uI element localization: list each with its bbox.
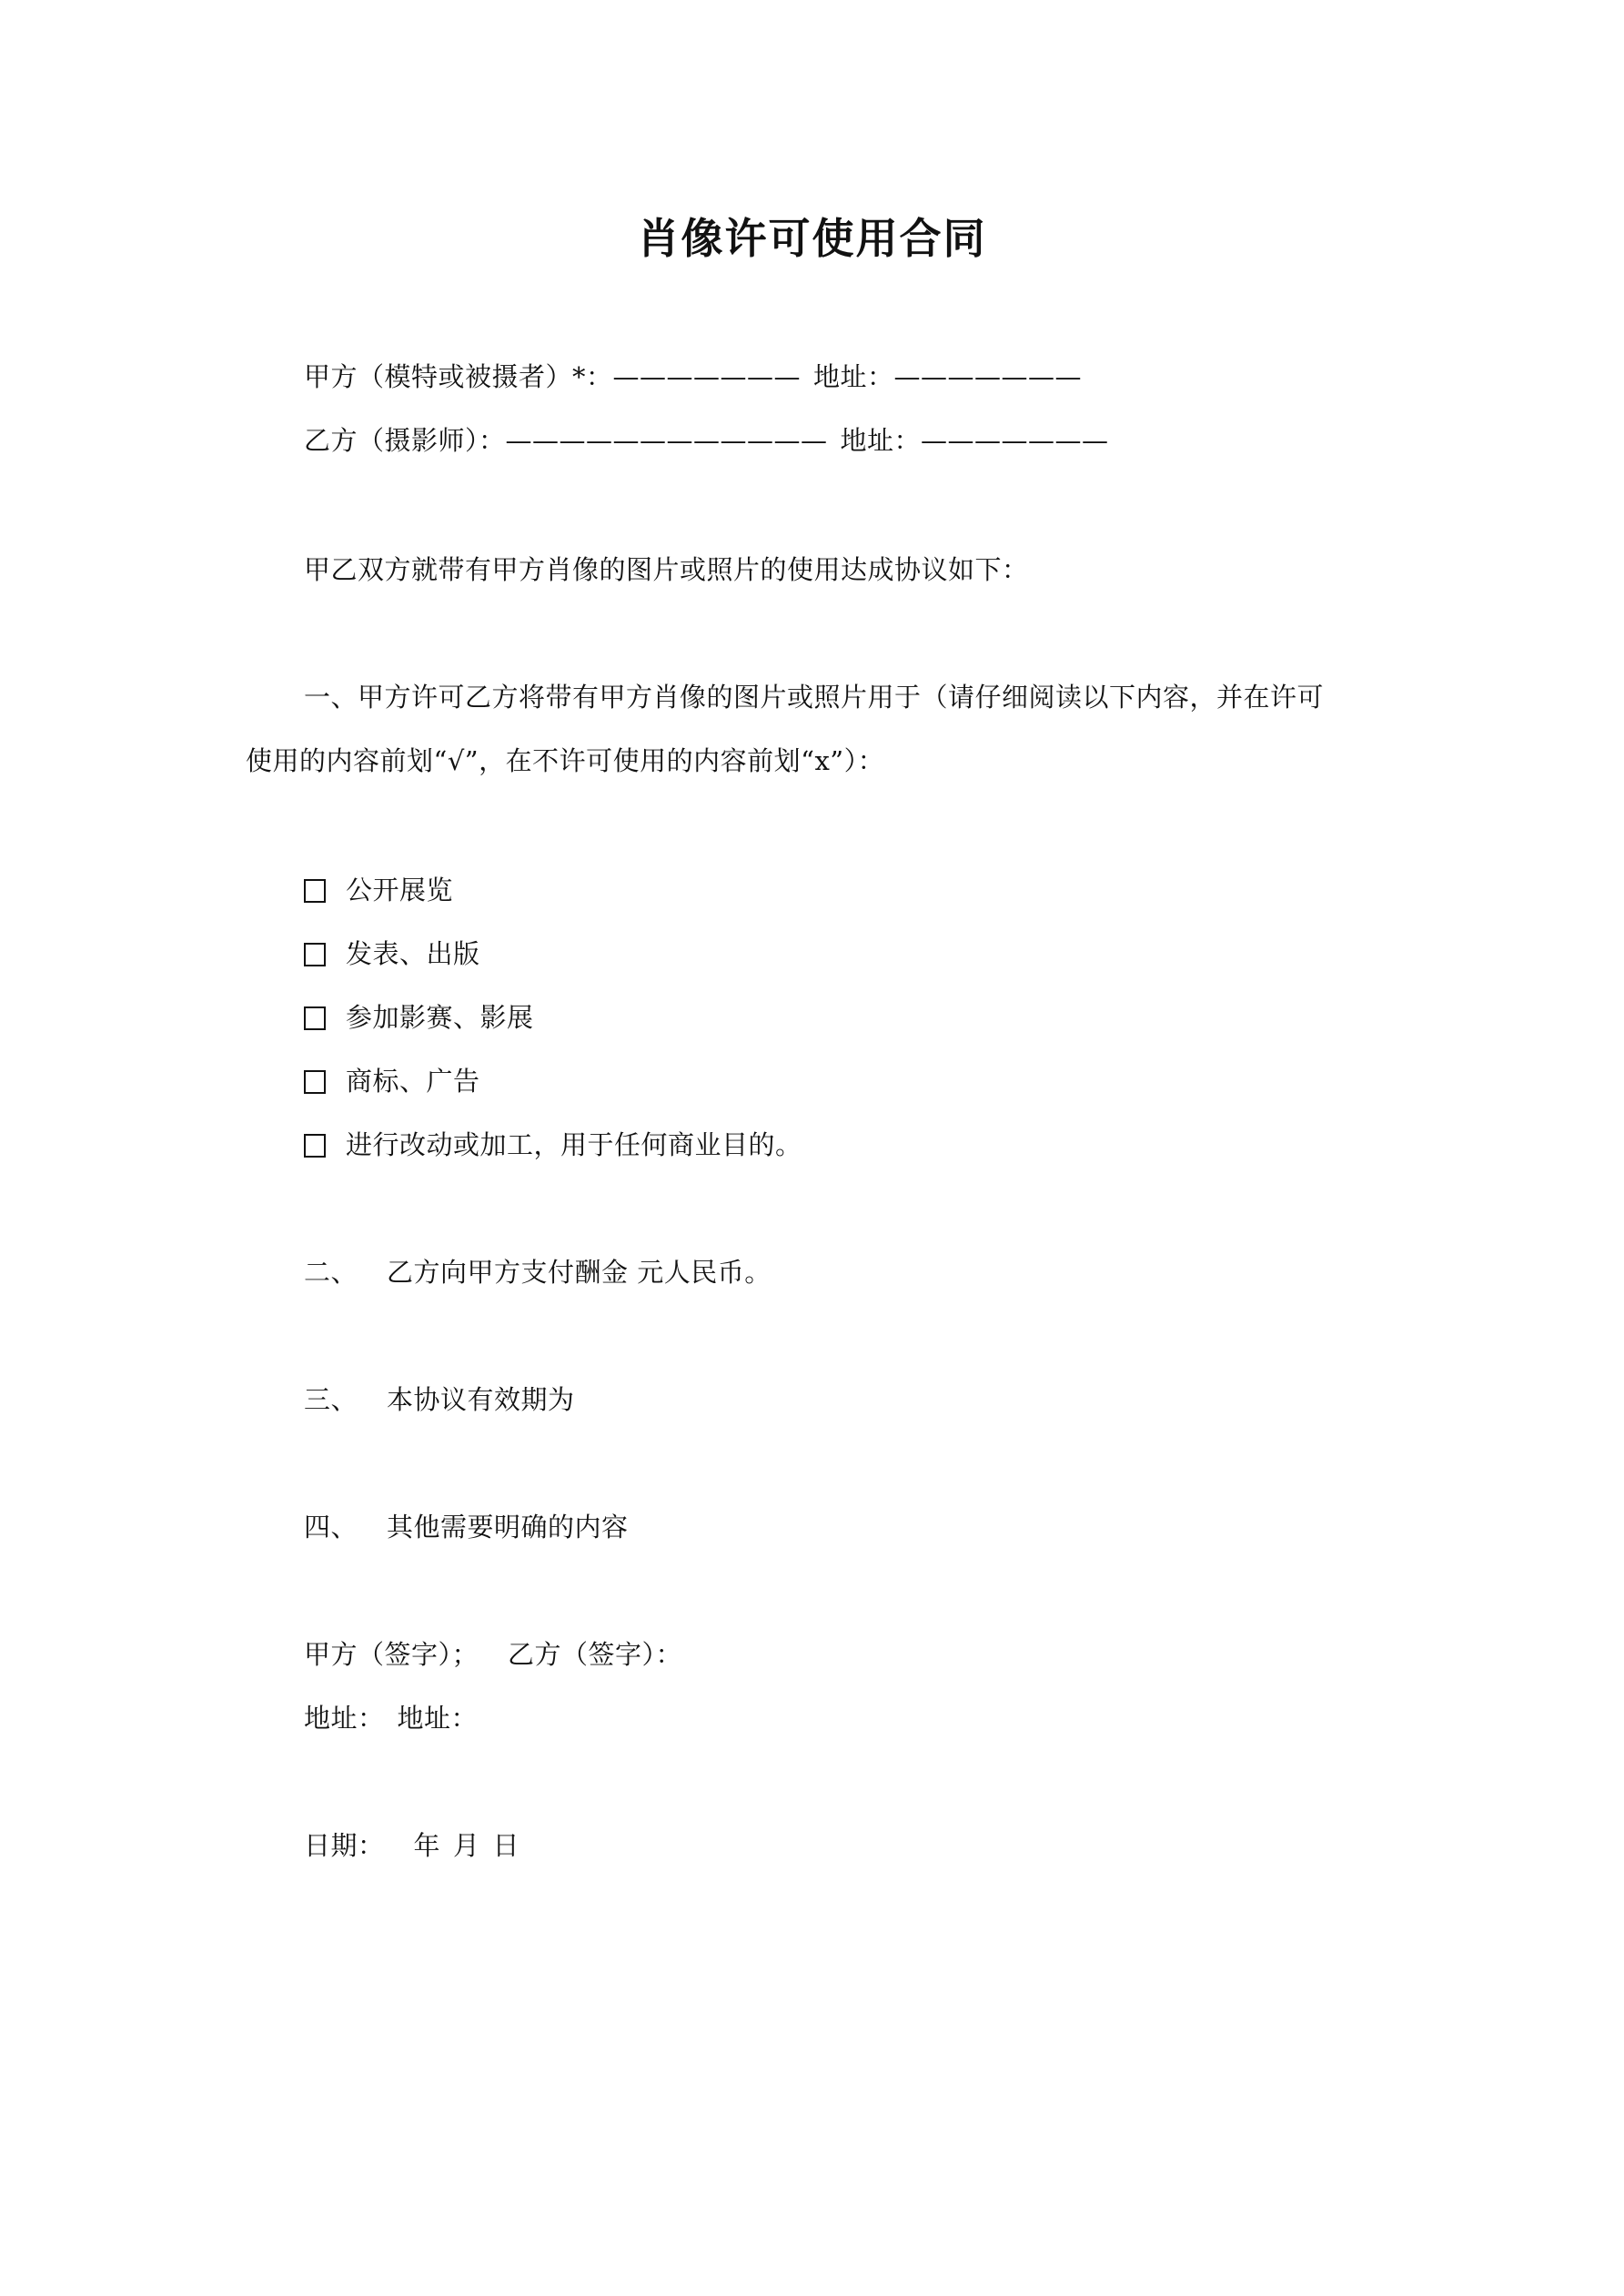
checkbox[interactable]	[304, 879, 326, 903]
party-a-blank: ———————	[612, 361, 802, 392]
party-a-label: 甲方（模特或被摄者）*：	[304, 361, 613, 392]
date-line	[304, 1829, 519, 1862]
option-label: 商标、广告	[346, 1066, 480, 1097]
checkbox[interactable]	[304, 943, 326, 966]
clause-2-number: 二、	[304, 1257, 358, 1288]
date-year: 年	[413, 1830, 441, 1861]
option-label: 公开展览	[346, 875, 454, 905]
checkbox[interactable]	[304, 1070, 326, 1094]
clause-4-number: 四、	[304, 1512, 358, 1542]
checkbox[interactable]	[304, 1134, 326, 1158]
party-a-address-label: 地址：	[813, 361, 894, 392]
option-item[interactable]	[304, 1065, 480, 1097]
clause-4	[304, 1511, 629, 1543]
date-month: 月	[453, 1830, 480, 1861]
party-b-address-label: 地址：	[840, 425, 922, 456]
clause-3-text: 本协议有效期为	[387, 1384, 575, 1415]
party-b-line	[304, 424, 1109, 457]
signature-address-line	[304, 1702, 478, 1735]
party-b-label: 乙方（摄影师）：	[304, 425, 506, 456]
clause-1-line-1: 一、甲方许可乙方将带有甲方肖像的图片或照片用于（请仔细阅读以下内容，并在许可	[304, 682, 1325, 713]
party-a-signature-label: 甲方（签字）；	[304, 1639, 479, 1670]
option-label: 进行改动或加工，用于任何商业目的。	[346, 1129, 802, 1160]
party-a-address-sign-label: 地址：	[304, 1703, 385, 1734]
intro-paragraph: 甲乙双方就带有甲方肖像的图片或照片的使用达成协议如下：	[304, 554, 1029, 585]
party-a-line	[304, 360, 1082, 393]
option-label: 发表、出版	[346, 938, 480, 969]
checkbox[interactable]	[304, 1006, 326, 1030]
date-day: 日	[492, 1830, 520, 1861]
option-item[interactable]	[304, 874, 453, 906]
document-title: 肖像许可使用合同	[637, 214, 987, 263]
signature-line	[304, 1638, 682, 1671]
option-item[interactable]	[304, 937, 480, 970]
party-b-address-blank: ———————	[921, 425, 1109, 456]
clause-3-number: 三、	[304, 1384, 358, 1415]
party-b-address-sign-label: 地址：	[397, 1703, 479, 1734]
clause-2-text: 乙方向甲方支付酬金 元人民币。	[387, 1257, 772, 1288]
party-a-address-blank: ———————	[893, 361, 1083, 392]
clause-1-line-2: 使用的内容前划“√”，在不许可使用的内容前划“x”）：	[246, 745, 885, 776]
option-item[interactable]	[304, 1128, 802, 1161]
clause-3	[304, 1383, 575, 1416]
clause-2	[304, 1256, 772, 1289]
party-b-blank: ————————————	[505, 425, 828, 456]
option-label: 参加影赛、影展	[346, 1002, 534, 1033]
clause-4-text: 其他需要明确的内容	[387, 1512, 629, 1542]
option-item[interactable]	[304, 1001, 534, 1034]
date-label: 日期：	[304, 1830, 385, 1861]
party-b-signature-label: 乙方（签字）：	[508, 1639, 683, 1670]
